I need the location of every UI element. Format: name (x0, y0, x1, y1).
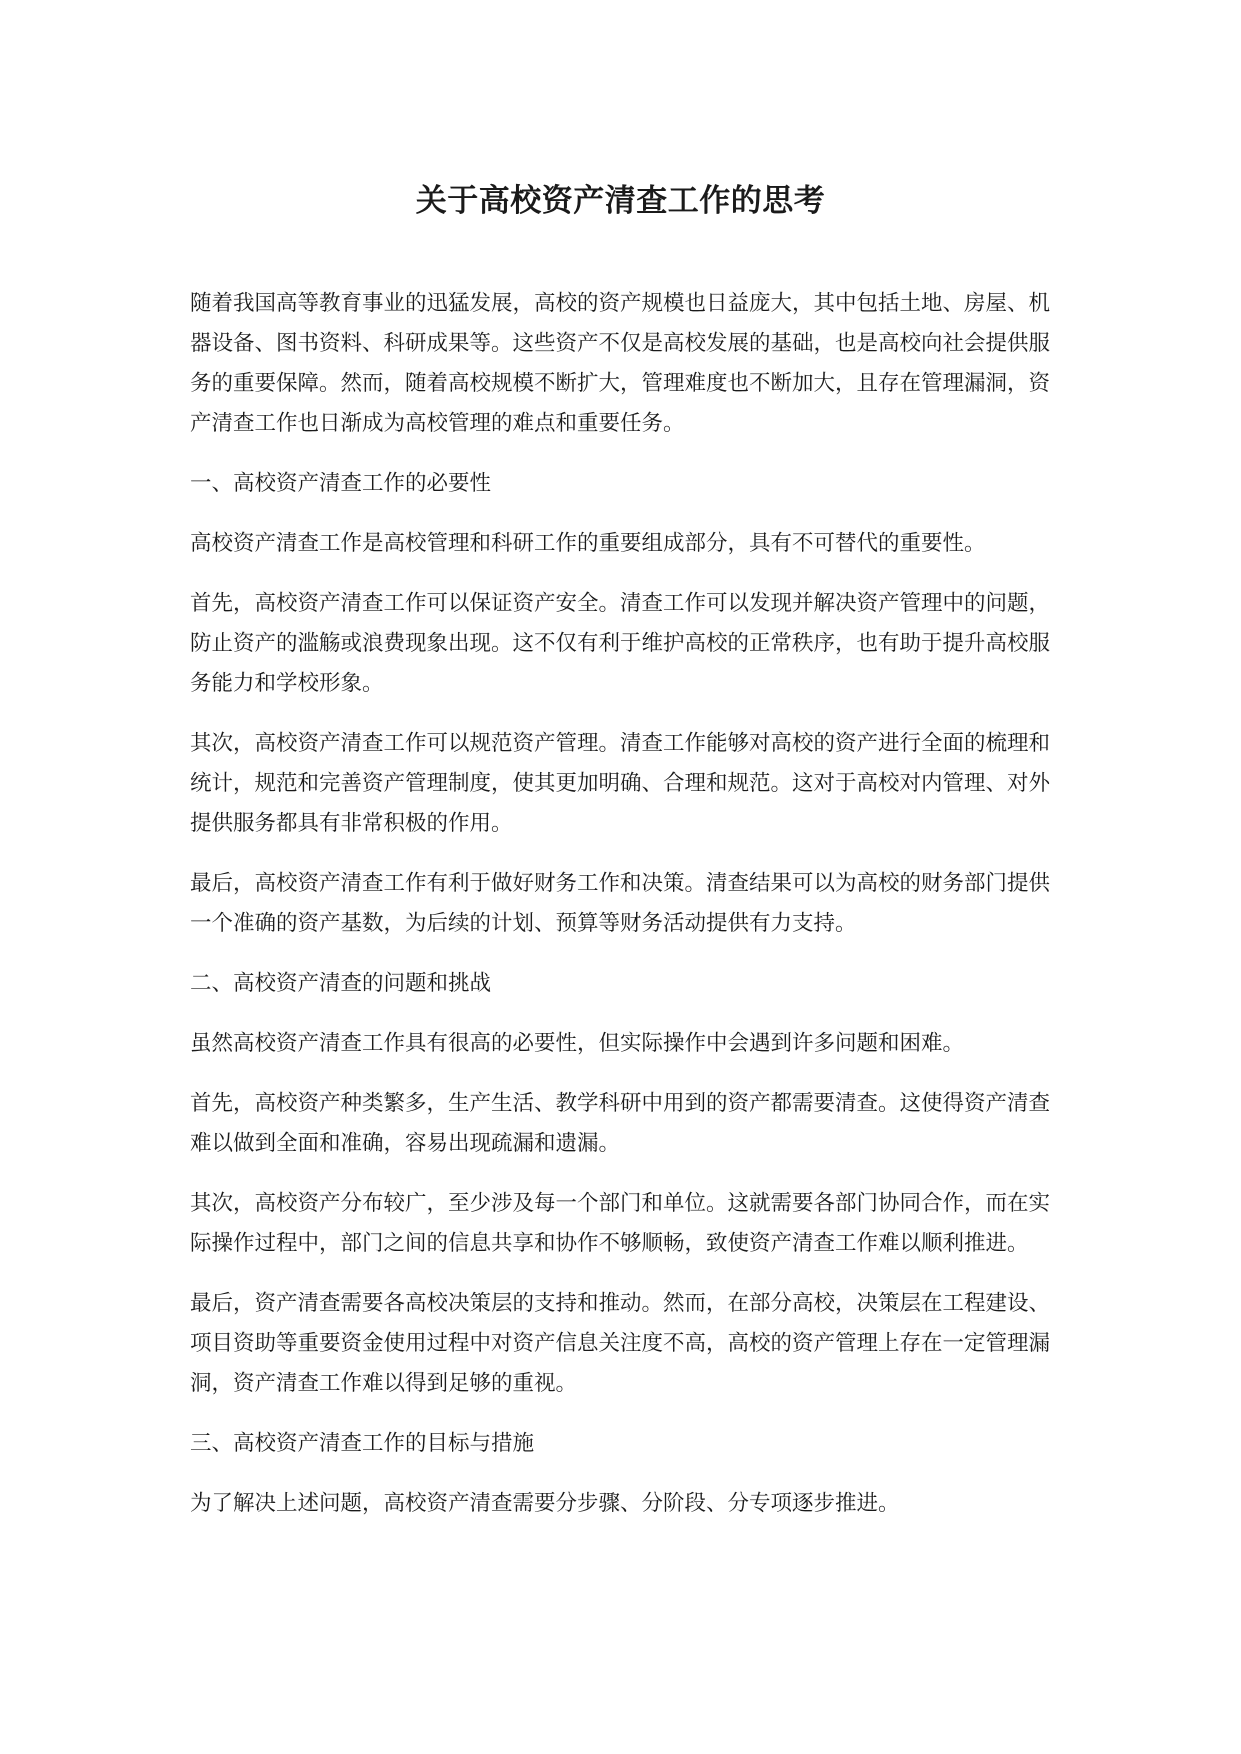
section-heading-2: 二、高校资产清查的问题和挑战 (190, 971, 492, 996)
paragraph: 高校资产清查工作是高校管理和科研工作的重要组成部分，具有不可替代的重要性。 (190, 531, 986, 556)
section-heading-1: 一、高校资产清查工作的必要性 (190, 471, 492, 496)
paragraph: 其次，高校资产分布较广，至少涉及每一个部门和单位。这就需要各部门协同合作，而在实际操作过程中，部门之间的信息共享和协作不够顺畅，致使资产清查工作难以顺利推进。 (190, 1191, 1051, 1256)
document-body (190, 284, 1050, 1544)
paragraph: 最后，资产清查需要各高校决策层的支持和推动。然而，在部分高校，决策层在工程建设、项目资助等重要资金使用过程中对资产信息关注度不高，高校的资产管理上存在一定管理漏洞，资产清查工作难以得到足够的重视。 (190, 1291, 1051, 1396)
paragraph: 首先，高校资产种类繁多，生产生活、教学科研中用到的资产都需要清查。这使得资产清查难以做到全面和准确，容易出现疏漏和遗漏。 (190, 1091, 1051, 1156)
intro-paragraph: 随着我国高等教育事业的迅猛发展，高校的资产规模也日益庞大，其中包括土地、房屋、机器设备、图书资料、科研成果等。这些资产不仅是高校发展的基础，也是高校向社会提供服务的重要保障。然而，随着高校规模不断扩大，管理难度也不断加大，且存在管理漏洞，资产清查工作也日渐成为高校管理的难点和重要任务。 (190, 291, 1051, 436)
paragraph: 最后，高校资产清查工作有利于做好财务工作和决策。清查结果可以为高校的财务部门提供一个准确的资产基数，为后续的计划、预算等财务活动提供有力支持。 (190, 871, 1051, 936)
paragraph: 首先，高校资产清查工作可以保证资产安全。清查工作可以发现并解决资产管理中的问题，防止资产的滥觞或浪费现象出现。这不仅有利于维护高校的正常秩序，也有助于提升高校服务能力和学校形象。 (190, 591, 1051, 696)
paragraph: 其次，高校资产清查工作可以规范资产管理。清查工作能够对高校的资产进行全面的梳理和统计，规范和完善资产管理制度，使其更加明确、合理和规范。这对于高校对内管理、对外提供服务都具有非常积极的作用。 (190, 731, 1051, 836)
paragraph: 为了解决上述问题，高校资产清查需要分步骤、分阶段、分专项逐步推进。 (190, 1491, 900, 1516)
paragraph: 虽然高校资产清查工作具有很高的必要性，但实际操作中会遇到许多问题和困难。 (190, 1031, 965, 1056)
document-title: 关于高校资产清查工作的思考 (415, 183, 826, 219)
section-heading-3: 三、高校资产清查工作的目标与措施 (190, 1431, 535, 1456)
